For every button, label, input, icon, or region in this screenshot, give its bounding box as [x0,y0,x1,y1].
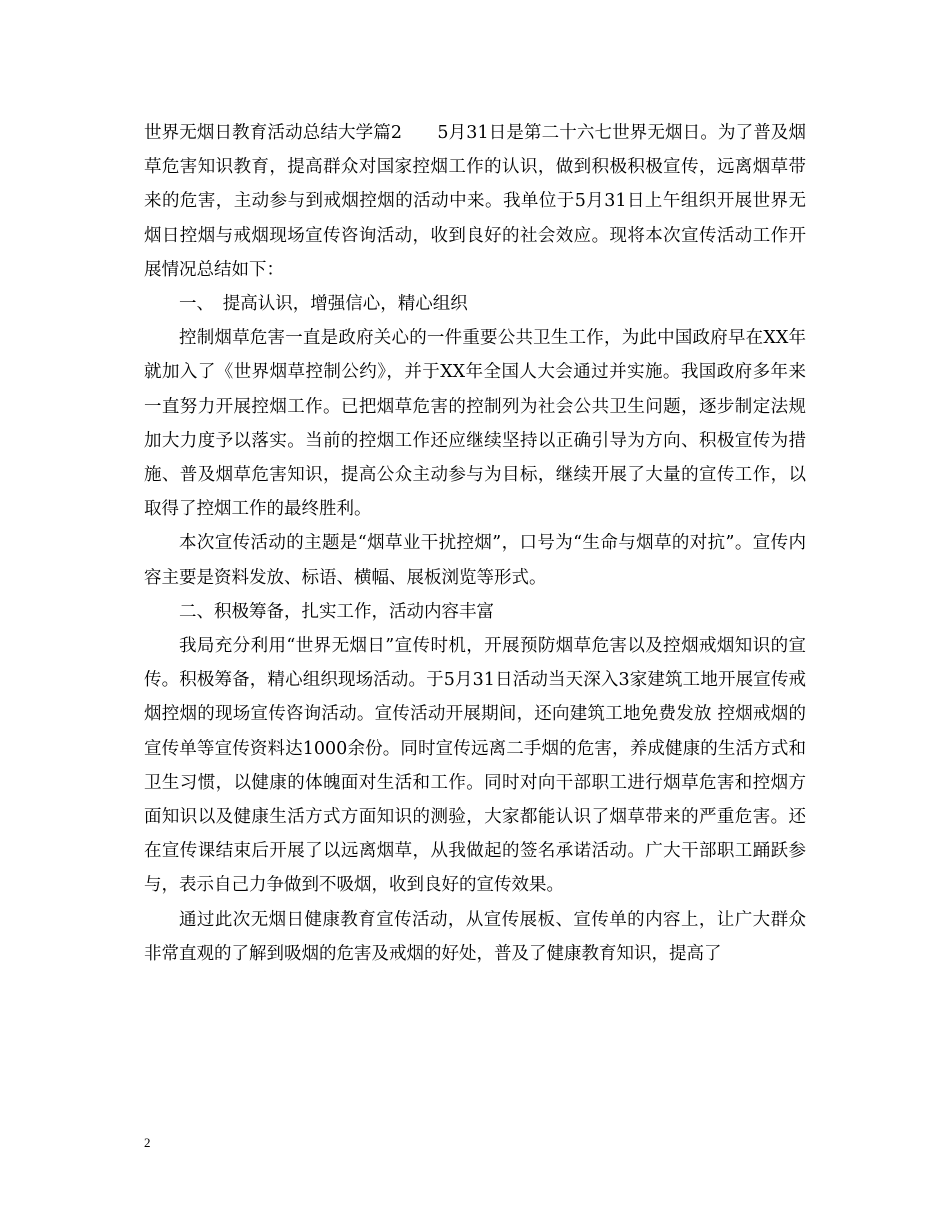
section-heading-2: 二、积极筹备，扎实工作，活动内容丰富 [179,601,494,622]
page-number: 2 [144,1135,151,1150]
paragraph-conclusion: 通过此次无烟日健康教育宣传活动，从宣传展板、宣传单的内容上，让广大群众非常直观的了解到吸烟的危害及戒烟的好处，普及了健康教育知识，提高了 [144,909,806,964]
document-body [144,116,806,971]
paragraph-activities: 我局充分利用“世界无烟日”宣传时机，开展预防烟草危害以及控烟戒烟知识的宣传。积极筹备，精心组织现场活动。于5月31日活动当天深入3家建筑工地开展宣传戒烟控烟的现场宣传咨询活动。宣传活动开展期间，还向建筑工地免费发放 控烟戒烟的宣传单等宣传资料达1000余份。同时宣传远离二手烟的危害，养成健康的生活方式和卫生习惯，以健康的体魄面对生活和工作。同时对向干部职工进行烟草危害和控烟方面知识以及健康生活方式方面知识的测验，大家都能认识了烟草带来的严重危害。还在宣传课结束后开展了以远离烟草，从我做起的签名承诺活动。广大干部职工踊跃参与，表示自己力争做到不吸烟，收到良好的宣传效果。 [144,636,806,896]
paragraph-theme: 本次宣传活动的主题是“烟草业干扰控烟”，口号为“生命与烟草的对抗”。宣传内容主要是资料发放、标语、横幅、展板浏览等形式。 [144,533,806,588]
paragraph-intro: 世界无烟日教育活动总结大学篇2 5月31日是第二十六七世界无烟日。为了普及烟草危害知识教育，提高群众对国家控烟工作的认识，做到积极积极宣传，远离烟草带来的危害，主动参与到戒烟控烟的活动中来。我单位于5月31日上午组织开展世界无烟日控烟与戒烟现场宣传咨询活动，收到良好的社会效应。现将本次宣传活动工作开展情况总结如下： [144,123,806,280]
section-heading-1: 一、 提高认识，增强信心，精心组织 [179,294,468,315]
paragraph-tobacco-control: 控制烟草危害一直是政府关心的一件重要公共卫生工作，为此中国政府早在XX年就加入了《世界烟草控制公约》，并于XX年全国人大会通过并实施。我国政府多年来一直努力开展控烟工作。已把烟草危害的控制列为社会公共卫生问题，逐步制定法规加大力度予以落实。当前的控烟工作还应继续坚持以正确引导为方向、积极宣传为措施、普及烟草危害知识，提高公众主动参与为目标，继续开展了大量的宣传工作，以取得了控烟工作的最终胜利。 [144,328,806,520]
